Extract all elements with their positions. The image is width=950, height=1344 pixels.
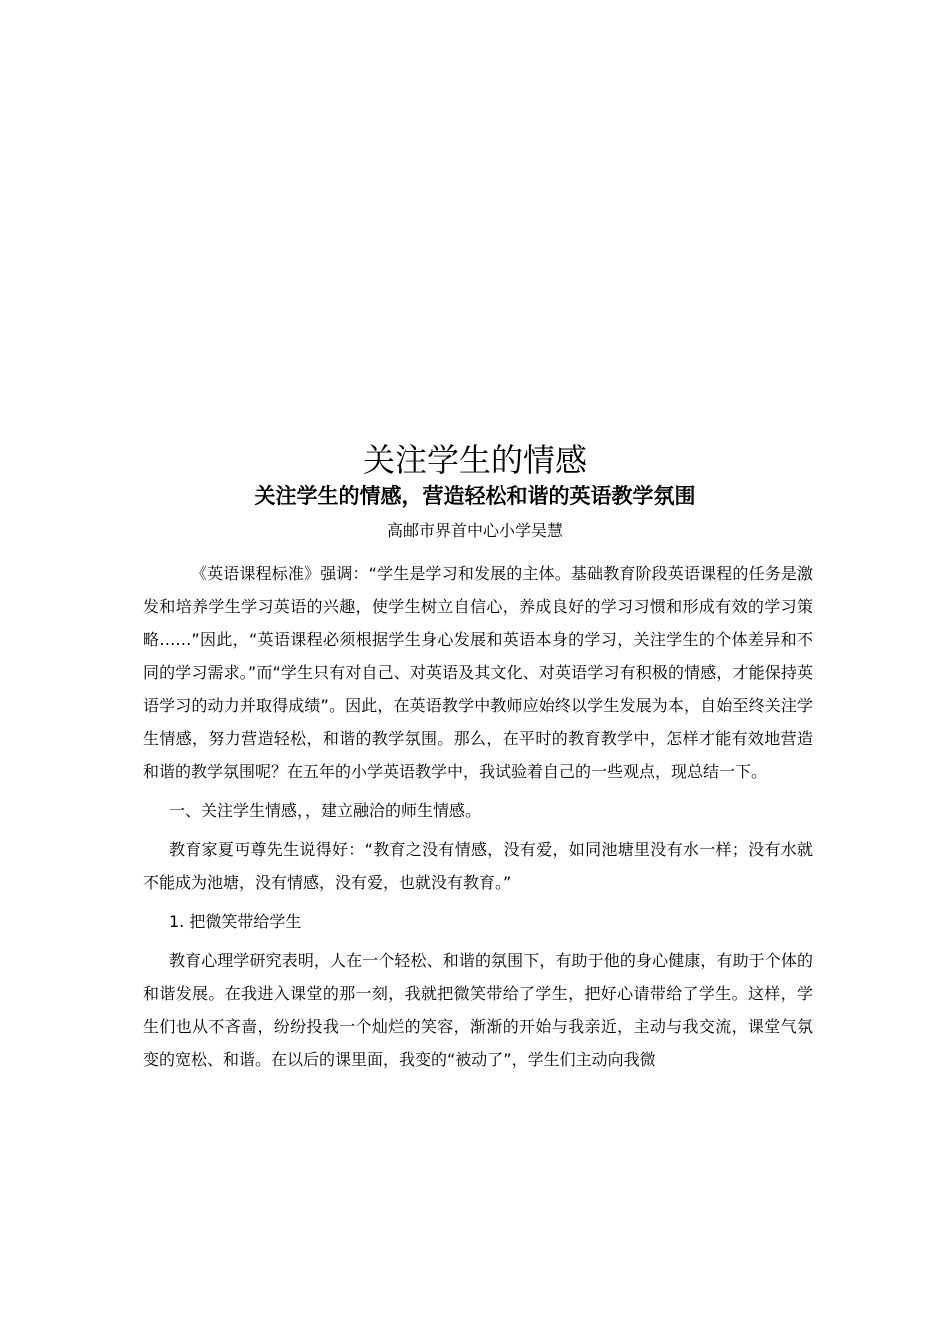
document-body <box>143 557 813 1076</box>
subsection-heading-1: 1. 把微笑带给学生 <box>169 912 302 931</box>
paragraph-smile: 教育心理学研究表明，人在一个轻松、和谐的氛围下，有助于他的身心健康，有助于个体的和谐发展。在我进入课堂的那一刻，我就把微笑带给了学生，把好心请带给了学生。这样，学生们也从不吝啬，纷纷投我一个灿烂的笑容，渐渐的开始与我亲近，主动与我交流，课堂气氛变的宽松、和谐。在以后的课里面，我变的“被动了”，学生们主动向我微 <box>143 951 813 1069</box>
section-heading-1: 一、关注学生情感，，建立融洽的师生情感。 <box>169 801 482 820</box>
document-author: 高邮市界首中心小学吴慧 <box>386 521 563 540</box>
document-subtitle: 关注学生的情感，营造轻松和谐的英语教学氛围 <box>254 484 696 508</box>
document-title: 关注学生的情感 <box>362 441 587 479</box>
paragraph-intro: 《英语课程标准》强调：“学生是学习和发展的主体。基础教育阶段英语课程的任务是激发和培养学生学习英语的兴趣，使学生树立自信心，养成良好的学习习惯和形成有效的学习策略……”因此，“英语课程必须根据学生身心发展和英语本身的学习，关注学生的个体差异和不同的学习需求。”而“学生只有对自己、对英语及其文化、对英语学习有积极的情感，才能保持英语学习的动力并取得成绩”。因此，在英语教学中教师应始终以学生发展为本，自始至终关注学生情感，努力营造轻松，和谐的教学氛围。那么，在平时的教育教学中，怎样才能有效地营造和谐的教学氛围呢？在五年的小学英语教学中，我试验着自己的一些观点，现总结一下。 <box>143 564 813 781</box>
paragraph-quote: 教育家夏丏尊先生说得好：“教育之没有情感，没有爱，如同池塘里没有水一样；没有水就不能成为池塘，没有情感，没有爱，也就没有教育。” <box>143 840 813 892</box>
